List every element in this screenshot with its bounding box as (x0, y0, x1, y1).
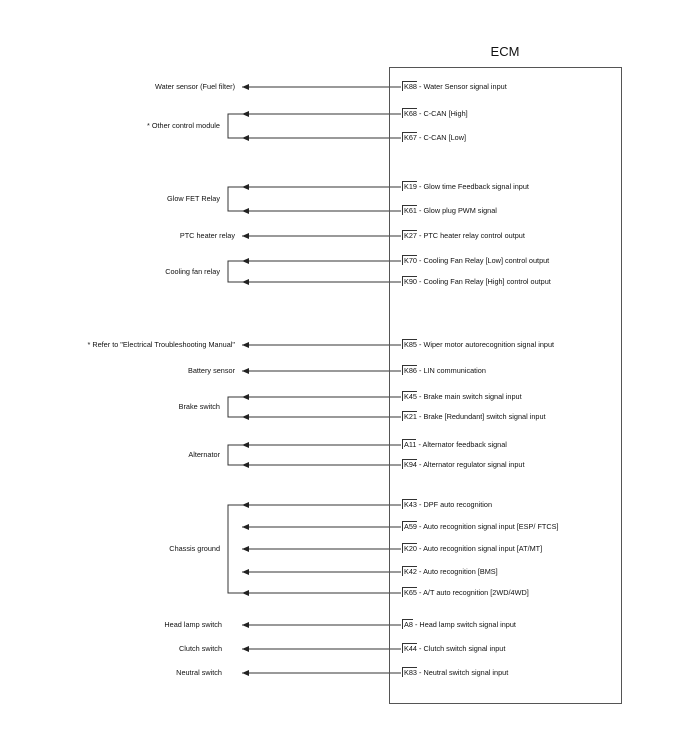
pin-row-k68 (402, 108, 468, 118)
pin-row-k42 (402, 566, 498, 576)
arrowhead-a11 (242, 442, 249, 448)
group-bracket-0 (228, 114, 242, 138)
arrowhead-k90 (242, 279, 249, 285)
arrowhead-k19 (242, 184, 249, 190)
pin-row-k67 (402, 132, 466, 142)
pin-label: - Brake main switch signal input (416, 392, 522, 401)
pin-row-k94 (402, 459, 524, 469)
arrowhead-k43 (242, 502, 249, 508)
arrowhead-a59 (242, 524, 249, 530)
pin-id: K27 (404, 231, 417, 240)
component-label: Cooling fan relay (165, 267, 220, 276)
pin-id: K21 (404, 412, 417, 421)
pin-label: - Auto recognition signal input [AT/MT] (416, 544, 543, 553)
pin-label: - DPF auto recognition (416, 500, 493, 509)
pin-id: A8 (404, 620, 413, 629)
pin-row-k70 (402, 255, 549, 265)
arrowhead-k88 (242, 84, 249, 90)
arrowhead-k44 (242, 646, 249, 652)
pin-id: K61 (404, 206, 417, 215)
arrowhead-k65 (242, 590, 249, 596)
component-label: Clutch switch (179, 644, 222, 653)
pin-row-a59 (402, 521, 559, 531)
pin-id: K88 (404, 82, 417, 91)
pin-row-k88 (402, 81, 507, 91)
component-label: Chassis ground (169, 544, 220, 553)
pin-row-k86 (402, 365, 486, 375)
pin-label: - Alternator feedback signal (416, 440, 507, 449)
pin-label: - A/T auto recognition [2WD/4WD] (416, 588, 529, 597)
pin-label: - Cooling Fan Relay [High] control output (416, 277, 551, 286)
pin-label: - Auto recognition signal input [ESP/ FTCS] (416, 522, 559, 531)
pin-row-k21 (402, 411, 546, 421)
pin-id: K43 (404, 500, 417, 509)
pin-label: - Glow time Feedback signal input (416, 182, 529, 191)
arrowhead-k86 (242, 368, 249, 374)
pin-id: K70 (404, 256, 417, 265)
pin-label: - Auto recognition [BMS] (416, 567, 498, 576)
pin-row-k61 (402, 205, 497, 215)
group-bracket-5 (228, 505, 242, 593)
arrowhead-k21 (242, 414, 249, 420)
pin-id: A11 (404, 440, 417, 449)
arrowhead-k83 (242, 670, 249, 676)
pin-row-k65 (402, 587, 529, 597)
arrowhead-k94 (242, 462, 249, 468)
pin-row-k20 (402, 543, 542, 553)
pin-row-k27 (402, 230, 525, 240)
pin-label: - Head lamp switch signal input (412, 620, 516, 629)
pin-id: K83 (404, 668, 417, 677)
arrowhead-k61 (242, 208, 249, 214)
pin-label: - Wiper motor autorecognition signal input (416, 340, 555, 349)
pin-label: - Glow plug PWM signal (416, 206, 497, 215)
component-label: * Refer to "Electrical Troubleshooting Manual" (87, 340, 235, 349)
pin-id: K20 (404, 544, 417, 553)
pin-row-k90 (402, 276, 551, 286)
pin-label: - Neutral switch signal input (416, 668, 509, 677)
arrowhead-k45 (242, 394, 249, 400)
pin-label: - C-CAN [Low] (416, 133, 467, 142)
pin-id: K42 (404, 567, 417, 576)
arrowhead-k42 (242, 569, 249, 575)
pin-id: A59 (404, 522, 417, 531)
pin-id: K44 (404, 644, 417, 653)
arrowhead-k85 (242, 342, 249, 348)
component-label: Alternator (188, 450, 220, 459)
arrowhead-a8 (242, 622, 249, 628)
pin-row-k85 (402, 339, 554, 349)
pin-row-a8 (402, 619, 516, 629)
pin-id: K67 (404, 133, 417, 142)
arrowhead-k67 (242, 135, 249, 141)
pin-label: - C-CAN [High] (416, 109, 468, 118)
group-bracket-2 (228, 261, 242, 282)
group-bracket-4 (228, 445, 242, 465)
ecm-box (389, 67, 622, 704)
pin-row-k44 (402, 643, 505, 653)
pin-row-k83 (402, 667, 508, 677)
pin-id: K94 (404, 460, 417, 469)
pin-row-k19 (402, 181, 529, 191)
pin-row-k43 (402, 499, 492, 509)
pin-label: - LIN communication (416, 366, 486, 375)
pin-id: K86 (404, 366, 417, 375)
pin-id: K65 (404, 588, 417, 597)
component-label: Glow FET Relay (167, 194, 220, 203)
pin-row-k45 (402, 391, 522, 401)
component-label: Battery sensor (187, 366, 235, 375)
pin-id: K45 (404, 392, 417, 401)
group-bracket-1 (228, 187, 242, 211)
ecm-title: ECM (490, 44, 520, 59)
arrowhead-k20 (242, 546, 249, 552)
arrowhead-k68 (242, 111, 249, 117)
pin-label: - Alternator regulator signal input (416, 460, 525, 469)
component-label: Brake switch (178, 402, 220, 411)
arrowhead-k27 (242, 233, 249, 239)
pin-label: - Water Sensor signal input (416, 82, 507, 91)
pin-label: - Cooling Fan Relay [Low] control output (416, 256, 550, 265)
group-bracket-3 (228, 397, 242, 417)
pin-label: - PTC heater relay control output (416, 231, 525, 240)
component-label: Water sensor (Fuel filter) (154, 82, 235, 91)
pin-id: K19 (404, 182, 417, 191)
component-label: PTC heater relay (179, 231, 235, 240)
pin-id: K68 (404, 109, 417, 118)
pin-label: - Clutch switch signal input (416, 644, 506, 653)
pin-id: K85 (404, 340, 417, 349)
pin-id: K90 (404, 277, 417, 286)
component-label: Head lamp switch (164, 620, 222, 629)
arrowhead-k70 (242, 258, 249, 264)
pin-label: - Brake [Redundant] switch signal input (416, 412, 546, 421)
component-label: * Other control module (146, 121, 220, 130)
component-label: Neutral switch (176, 668, 222, 677)
pin-row-a11 (402, 439, 507, 449)
